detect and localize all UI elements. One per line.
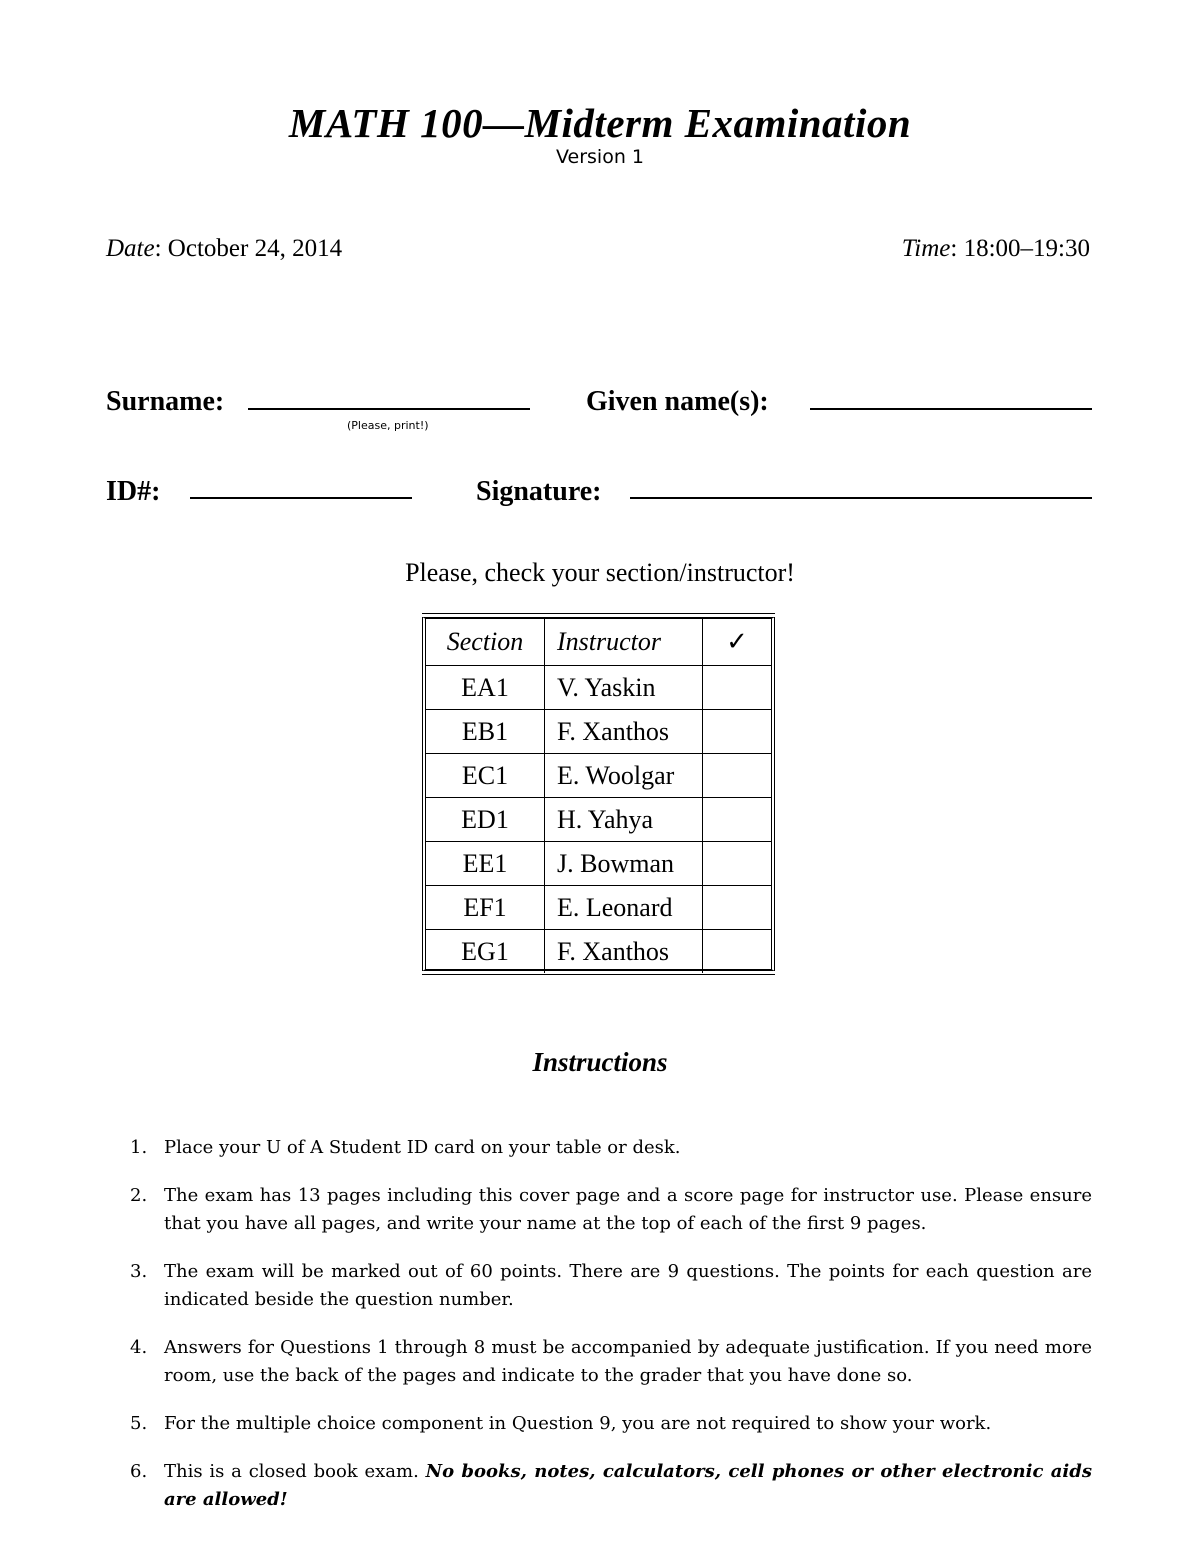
table-row xyxy=(426,710,771,754)
section-checkbox[interactable] xyxy=(703,798,772,842)
exam-version: Version 1 xyxy=(556,146,644,168)
item-text: The exam has 13 pages including this cover page and a score page for instructor use. Please ensure that you have all pages, and write your name at the top of each of the first 9 pages. xyxy=(164,1185,1092,1234)
exam-title: MATH 100—Midterm Examination xyxy=(288,100,912,146)
item-number: 1. xyxy=(130,1137,148,1158)
item-number: 3. xyxy=(130,1261,148,1282)
section-code: EG1 xyxy=(426,930,545,974)
section-code: EF1 xyxy=(426,886,545,930)
table-row xyxy=(426,886,771,930)
item-emphasis: No books, notes, calculators, cell phones or other electronic aids are allowed! xyxy=(164,1461,1092,1510)
section-table xyxy=(422,613,775,975)
section-checkbox[interactable] xyxy=(703,842,772,886)
section-prompt: Please, check your section/instructor! xyxy=(405,558,795,587)
table-header-row xyxy=(426,619,771,666)
item-number: 5. xyxy=(130,1413,148,1434)
instructor-name: V. Yaskin xyxy=(545,666,703,710)
item-number: 6. xyxy=(130,1461,148,1482)
section-code: EA1 xyxy=(426,666,545,710)
exam-time xyxy=(902,232,1090,266)
section-code: EB1 xyxy=(426,710,545,754)
exam-date xyxy=(106,232,342,266)
list-item xyxy=(130,1458,1092,1514)
section-checkbox[interactable] xyxy=(703,666,772,710)
section-code: EC1 xyxy=(426,754,545,798)
date-label: Date xyxy=(106,235,155,262)
section-checkbox[interactable] xyxy=(703,710,772,754)
id-field[interactable] xyxy=(190,497,412,499)
given-name-field[interactable] xyxy=(810,408,1092,410)
list-item xyxy=(130,1134,1092,1162)
section-code: EE1 xyxy=(426,842,545,886)
instructor-name: J. Bowman xyxy=(545,842,703,886)
item-text: The exam will be marked out of 60 points. There are 9 questions. The points for each question are indicated beside the question number. xyxy=(164,1261,1092,1310)
table-row xyxy=(426,666,771,710)
signature-label: Signature: xyxy=(476,476,602,507)
instructor-name: H. Yahya xyxy=(545,798,703,842)
item-text: For the multiple choice component in Question 9, you are not required to show your work. xyxy=(164,1413,992,1434)
instructor-name: F. Xanthos xyxy=(545,710,703,754)
list-item xyxy=(130,1182,1092,1238)
instructor-name: E. Woolgar xyxy=(545,754,703,798)
date-value: : October 24, 2014 xyxy=(154,235,343,262)
list-item xyxy=(130,1410,1092,1438)
section-checkbox[interactable] xyxy=(703,930,772,974)
item-text: This is a closed book exam. xyxy=(164,1461,426,1482)
item-text: Answers for Questions 1 through 8 must be accompanied by adequate justification. If you need more room, use the back of the pages and indicate to the grader that you have done so. xyxy=(164,1337,1092,1386)
item-text: Place your U of A Student ID card on your table or desk. xyxy=(164,1137,681,1158)
header-instructor: Instructor xyxy=(545,619,703,666)
item-number: 4. xyxy=(130,1337,148,1358)
signature-field[interactable] xyxy=(630,497,1092,499)
section-checkbox[interactable] xyxy=(703,886,772,930)
table-row xyxy=(426,842,771,886)
surname-label: Surname: xyxy=(106,386,225,417)
header-check: ✓ xyxy=(703,619,772,666)
header-section: Section xyxy=(426,619,545,666)
time-value: : 18:00–19:30 xyxy=(950,235,1090,262)
instructor-name: E. Leonard xyxy=(545,886,703,930)
surname-field[interactable] xyxy=(248,408,530,410)
list-item xyxy=(130,1258,1092,1314)
surname-hint: (Please, print!) xyxy=(347,419,429,432)
instructions-list xyxy=(130,1134,1092,1534)
list-item xyxy=(130,1334,1092,1390)
table-row xyxy=(426,798,771,842)
instructor-name: F. Xanthos xyxy=(545,930,703,974)
section-code: ED1 xyxy=(426,798,545,842)
table-row xyxy=(426,754,771,798)
given-name-label: Given name(s): xyxy=(586,386,769,417)
section-checkbox[interactable] xyxy=(703,754,772,798)
instructions-heading: Instructions xyxy=(532,1047,668,1077)
item-number: 2. xyxy=(130,1185,148,1206)
time-label: Time xyxy=(901,235,951,262)
id-label: ID#: xyxy=(106,476,161,507)
table-row xyxy=(426,930,771,974)
